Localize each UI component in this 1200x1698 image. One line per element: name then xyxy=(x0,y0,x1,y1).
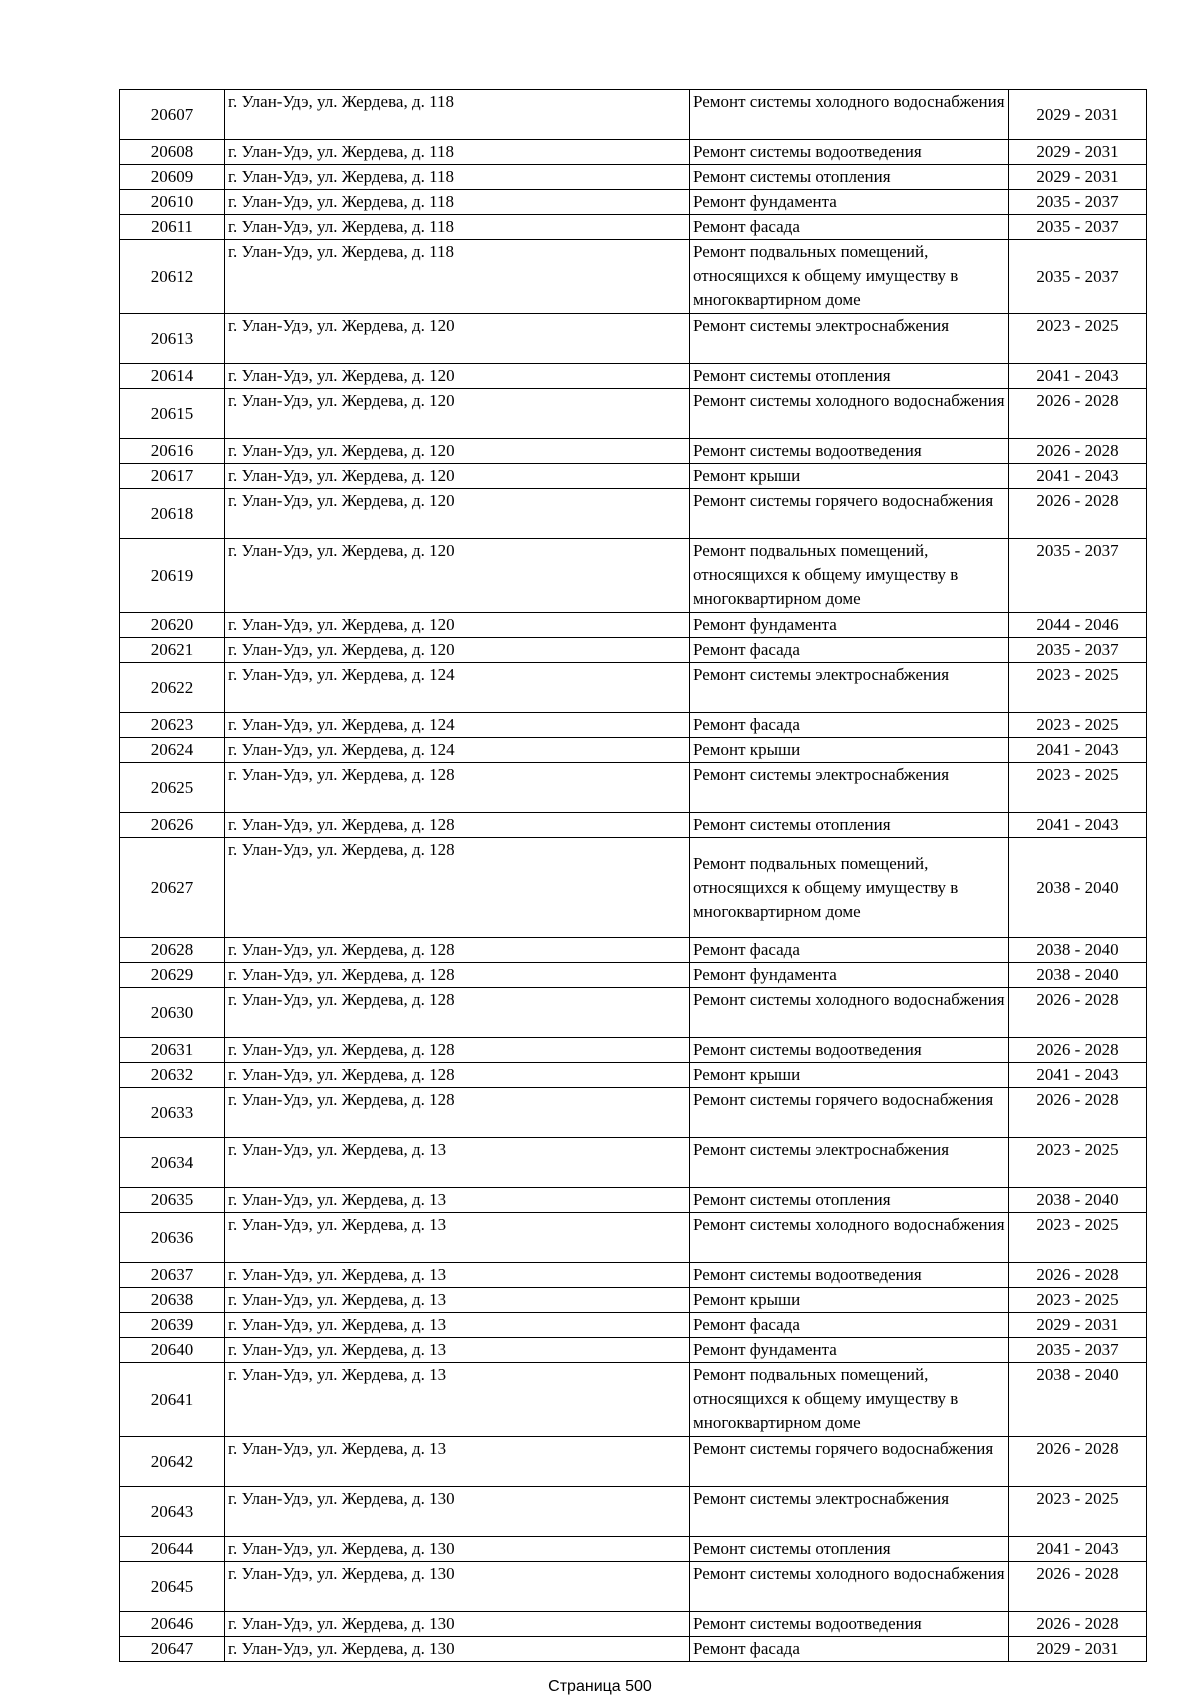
row-number: 20635 xyxy=(120,1188,225,1213)
row-address: г. Улан-Удэ, ул. Жердева, д. 124 xyxy=(225,663,690,713)
row-number: 20607 xyxy=(120,90,225,140)
row-number: 20647 xyxy=(120,1637,225,1662)
row-number: 20609 xyxy=(120,165,225,190)
row-period: 2044 - 2046 xyxy=(1009,613,1147,638)
row-address: г. Улан-Удэ, ул. Жердева, д. 120 xyxy=(225,613,690,638)
table-row xyxy=(120,489,1147,539)
row-number: 20624 xyxy=(120,738,225,763)
row-number: 20644 xyxy=(120,1537,225,1562)
row-number: 20612 xyxy=(120,240,225,314)
row-work-type: Ремонт фундамента xyxy=(690,1338,1009,1363)
row-work-type: Ремонт фасада xyxy=(690,1313,1009,1338)
row-work-type: Ремонт системы электроснабжения xyxy=(690,663,1009,713)
row-period: 2023 - 2025 xyxy=(1009,763,1147,813)
row-address: г. Улан-Удэ, ул. Жердева, д. 13 xyxy=(225,1188,690,1213)
row-work-type: Ремонт фундамента xyxy=(690,190,1009,215)
row-work-type: Ремонт фасада xyxy=(690,638,1009,663)
row-period: 2035 - 2037 xyxy=(1009,638,1147,663)
table-row xyxy=(120,364,1147,389)
row-number: 20636 xyxy=(120,1213,225,1263)
row-number: 20642 xyxy=(120,1437,225,1487)
row-address: г. Улан-Удэ, ул. Жердева, д. 128 xyxy=(225,813,690,838)
row-period: 2026 - 2028 xyxy=(1009,988,1147,1038)
row-work-type: Ремонт фасада xyxy=(690,1637,1009,1662)
row-address: г. Улан-Удэ, ул. Жердева, д. 128 xyxy=(225,1088,690,1138)
table-row xyxy=(120,1188,1147,1213)
row-address: г. Улан-Удэ, ул. Жердева, д. 120 xyxy=(225,464,690,489)
row-number: 20634 xyxy=(120,1138,225,1188)
row-work-type: Ремонт фундамента xyxy=(690,963,1009,988)
row-address: г. Улан-Удэ, ул. Жердева, д. 120 xyxy=(225,489,690,539)
row-period: 2026 - 2028 xyxy=(1009,1562,1147,1612)
table-row xyxy=(120,1288,1147,1313)
table-row xyxy=(120,1537,1147,1562)
row-address: г. Улан-Удэ, ул. Жердева, д. 128 xyxy=(225,988,690,1038)
row-period: 2041 - 2043 xyxy=(1009,738,1147,763)
table-row xyxy=(120,439,1147,464)
table-row xyxy=(120,1338,1147,1363)
row-address: г. Улан-Удэ, ул. Жердева, д. 13 xyxy=(225,1213,690,1263)
row-address: г. Улан-Удэ, ул. Жердева, д. 128 xyxy=(225,1063,690,1088)
table-row xyxy=(120,539,1147,613)
row-number: 20616 xyxy=(120,439,225,464)
table-row xyxy=(120,638,1147,663)
row-work-type: Ремонт системы холодного водоснабжения xyxy=(690,1213,1009,1263)
table-row xyxy=(120,1263,1147,1288)
table-row xyxy=(120,988,1147,1038)
row-period: 2026 - 2028 xyxy=(1009,1088,1147,1138)
row-number: 20622 xyxy=(120,663,225,713)
repair-schedule-table xyxy=(119,89,1147,1662)
row-work-type: Ремонт фасада xyxy=(690,713,1009,738)
row-address: г. Улан-Удэ, ул. Жердева, д. 128 xyxy=(225,838,690,938)
table-row xyxy=(120,190,1147,215)
table-row xyxy=(120,215,1147,240)
row-address: г. Улан-Удэ, ул. Жердева, д. 130 xyxy=(225,1637,690,1662)
row-period: 2041 - 2043 xyxy=(1009,1537,1147,1562)
row-number: 20639 xyxy=(120,1313,225,1338)
row-work-type: Ремонт системы электроснабжения xyxy=(690,314,1009,364)
row-work-type: Ремонт системы холодного водоснабжения xyxy=(690,1562,1009,1612)
row-period: 2029 - 2031 xyxy=(1009,1637,1147,1662)
row-work-type: Ремонт системы отопления xyxy=(690,165,1009,190)
row-number: 20633 xyxy=(120,1088,225,1138)
row-period: 2041 - 2043 xyxy=(1009,1063,1147,1088)
row-address: г. Улан-Удэ, ул. Жердева, д. 128 xyxy=(225,763,690,813)
row-period: 2038 - 2040 xyxy=(1009,938,1147,963)
row-number: 20630 xyxy=(120,988,225,1038)
row-period: 2035 - 2037 xyxy=(1009,1338,1147,1363)
row-address: г. Улан-Удэ, ул. Жердева, д. 130 xyxy=(225,1537,690,1562)
row-address: г. Улан-Удэ, ул. Жердева, д. 124 xyxy=(225,713,690,738)
row-work-type: Ремонт подвальных помещений, относящихся к общему имуществу в многоквартирном доме xyxy=(690,838,1009,938)
row-number: 20625 xyxy=(120,763,225,813)
table-row xyxy=(120,713,1147,738)
row-period: 2038 - 2040 xyxy=(1009,1188,1147,1213)
row-number: 20646 xyxy=(120,1612,225,1637)
row-number: 20641 xyxy=(120,1363,225,1437)
table-row xyxy=(120,1437,1147,1487)
row-period: 2026 - 2028 xyxy=(1009,489,1147,539)
row-address: г. Улан-Удэ, ул. Жердева, д. 120 xyxy=(225,314,690,364)
row-number: 20613 xyxy=(120,314,225,364)
table-row xyxy=(120,1138,1147,1188)
row-period: 2038 - 2040 xyxy=(1009,963,1147,988)
row-work-type: Ремонт фасада xyxy=(690,215,1009,240)
table-row xyxy=(120,1213,1147,1263)
table-row xyxy=(120,314,1147,364)
row-period: 2029 - 2031 xyxy=(1009,1313,1147,1338)
row-period: 2023 - 2025 xyxy=(1009,1288,1147,1313)
row-work-type: Ремонт системы электроснабжения xyxy=(690,1487,1009,1537)
row-number: 20615 xyxy=(120,389,225,439)
table-row xyxy=(120,1088,1147,1138)
row-number: 20632 xyxy=(120,1063,225,1088)
row-number: 20619 xyxy=(120,539,225,613)
row-period: 2026 - 2028 xyxy=(1009,389,1147,439)
row-work-type: Ремонт фундамента xyxy=(690,613,1009,638)
row-work-type: Ремонт системы холодного водоснабжения xyxy=(690,90,1009,140)
row-address: г. Улан-Удэ, ул. Жердева, д. 13 xyxy=(225,1437,690,1487)
row-work-type: Ремонт системы отопления xyxy=(690,1537,1009,1562)
table-row xyxy=(120,663,1147,713)
row-number: 20640 xyxy=(120,1338,225,1363)
table-row xyxy=(120,90,1147,140)
row-work-type: Ремонт крыши xyxy=(690,738,1009,763)
table-row xyxy=(120,1038,1147,1063)
table-row xyxy=(120,963,1147,988)
table-row xyxy=(120,738,1147,763)
table-row xyxy=(120,1562,1147,1612)
row-work-type: Ремонт системы отопления xyxy=(690,1188,1009,1213)
row-work-type: Ремонт системы горячего водоснабжения xyxy=(690,489,1009,539)
row-number: 20614 xyxy=(120,364,225,389)
table-row xyxy=(120,938,1147,963)
row-number: 20638 xyxy=(120,1288,225,1313)
row-period: 2026 - 2028 xyxy=(1009,1437,1147,1487)
row-period: 2029 - 2031 xyxy=(1009,90,1147,140)
row-address: г. Улан-Удэ, ул. Жердева, д. 118 xyxy=(225,190,690,215)
row-period: 2023 - 2025 xyxy=(1009,1138,1147,1188)
table-row xyxy=(120,838,1147,938)
row-address: г. Улан-Удэ, ул. Жердева, д. 120 xyxy=(225,439,690,464)
row-address: г. Улан-Удэ, ул. Жердева, д. 118 xyxy=(225,240,690,314)
row-period: 2035 - 2037 xyxy=(1009,190,1147,215)
table-body xyxy=(120,90,1147,1662)
row-work-type: Ремонт системы водоотведения xyxy=(690,1263,1009,1288)
row-work-type: Ремонт крыши xyxy=(690,1063,1009,1088)
row-period: 2041 - 2043 xyxy=(1009,364,1147,389)
row-address: г. Улан-Удэ, ул. Жердева, д. 120 xyxy=(225,539,690,613)
row-address: г. Улан-Удэ, ул. Жердева, д. 13 xyxy=(225,1338,690,1363)
row-number: 20621 xyxy=(120,638,225,663)
row-work-type: Ремонт подвальных помещений, относящихся к общему имуществу в многоквартирном доме xyxy=(690,539,1009,613)
row-work-type: Ремонт фасада xyxy=(690,938,1009,963)
table-row xyxy=(120,240,1147,314)
row-number: 20637 xyxy=(120,1263,225,1288)
page-footer xyxy=(0,1678,1200,1696)
row-period: 2026 - 2028 xyxy=(1009,1612,1147,1637)
row-address: г. Улан-Удэ, ул. Жердева, д. 118 xyxy=(225,90,690,140)
row-period: 2026 - 2028 xyxy=(1009,1038,1147,1063)
row-number: 20611 xyxy=(120,215,225,240)
row-address: г. Улан-Удэ, ул. Жердева, д. 13 xyxy=(225,1138,690,1188)
row-work-type: Ремонт подвальных помещений, относящихся к общему имуществу в многоквартирном доме xyxy=(690,1363,1009,1437)
row-number: 20629 xyxy=(120,963,225,988)
row-work-type: Ремонт системы электроснабжения xyxy=(690,763,1009,813)
row-address: г. Улан-Удэ, ул. Жердева, д. 124 xyxy=(225,738,690,763)
row-address: г. Улан-Удэ, ул. Жердева, д. 128 xyxy=(225,938,690,963)
page-number: Страница 500 xyxy=(548,1678,652,1695)
row-period: 2035 - 2037 xyxy=(1009,240,1147,314)
row-work-type: Ремонт системы электроснабжения xyxy=(690,1138,1009,1188)
table-row xyxy=(120,140,1147,165)
row-address: г. Улан-Удэ, ул. Жердева, д. 13 xyxy=(225,1313,690,1338)
row-address: г. Улан-Удэ, ул. Жердева, д. 130 xyxy=(225,1612,690,1637)
row-number: 20626 xyxy=(120,813,225,838)
row-period: 2035 - 2037 xyxy=(1009,215,1147,240)
row-work-type: Ремонт системы водоотведения xyxy=(690,1612,1009,1637)
row-work-type: Ремонт системы холодного водоснабжения xyxy=(690,988,1009,1038)
row-period: 2023 - 2025 xyxy=(1009,713,1147,738)
row-work-type: Ремонт крыши xyxy=(690,1288,1009,1313)
row-number: 20628 xyxy=(120,938,225,963)
row-period: 2038 - 2040 xyxy=(1009,838,1147,938)
table-row xyxy=(120,165,1147,190)
row-period: 2029 - 2031 xyxy=(1009,140,1147,165)
table-row xyxy=(120,1063,1147,1088)
row-period: 2041 - 2043 xyxy=(1009,464,1147,489)
row-work-type: Ремонт крыши xyxy=(690,464,1009,489)
row-number: 20620 xyxy=(120,613,225,638)
row-number: 20617 xyxy=(120,464,225,489)
row-address: г. Улан-Удэ, ул. Жердева, д. 130 xyxy=(225,1562,690,1612)
row-number: 20631 xyxy=(120,1038,225,1063)
table-row xyxy=(120,464,1147,489)
row-period: 2038 - 2040 xyxy=(1009,1363,1147,1437)
row-period: 2029 - 2031 xyxy=(1009,165,1147,190)
row-period: 2041 - 2043 xyxy=(1009,813,1147,838)
row-number: 20608 xyxy=(120,140,225,165)
row-address: г. Улан-Удэ, ул. Жердева, д. 118 xyxy=(225,140,690,165)
row-work-type: Ремонт системы горячего водоснабжения xyxy=(690,1088,1009,1138)
row-address: г. Улан-Удэ, ул. Жердева, д. 13 xyxy=(225,1363,690,1437)
row-number: 20623 xyxy=(120,713,225,738)
row-period: 2023 - 2025 xyxy=(1009,1213,1147,1263)
row-number: 20645 xyxy=(120,1562,225,1612)
row-address: г. Улан-Удэ, ул. Жердева, д. 120 xyxy=(225,364,690,389)
row-address: г. Улан-Удэ, ул. Жердева, д. 120 xyxy=(225,389,690,439)
row-period: 2023 - 2025 xyxy=(1009,1487,1147,1537)
table-row xyxy=(120,813,1147,838)
table-row xyxy=(120,1313,1147,1338)
row-work-type: Ремонт системы водоотведения xyxy=(690,1038,1009,1063)
table-row xyxy=(120,1637,1147,1662)
table-row xyxy=(120,1612,1147,1637)
row-address: г. Улан-Удэ, ул. Жердева, д. 128 xyxy=(225,963,690,988)
row-address: г. Улан-Удэ, ул. Жердева, д. 13 xyxy=(225,1263,690,1288)
table-row xyxy=(120,1487,1147,1537)
row-work-type: Ремонт системы отопления xyxy=(690,364,1009,389)
row-address: г. Улан-Удэ, ул. Жердева, д. 118 xyxy=(225,165,690,190)
table-row xyxy=(120,613,1147,638)
row-work-type: Ремонт системы отопления xyxy=(690,813,1009,838)
row-number: 20618 xyxy=(120,489,225,539)
row-period: 2023 - 2025 xyxy=(1009,314,1147,364)
row-work-type: Ремонт системы горячего водоснабжения xyxy=(690,1437,1009,1487)
table-row xyxy=(120,1363,1147,1437)
row-number: 20610 xyxy=(120,190,225,215)
row-period: 2035 - 2037 xyxy=(1009,539,1147,613)
row-work-type: Ремонт системы холодного водоснабжения xyxy=(690,389,1009,439)
row-address: г. Улан-Удэ, ул. Жердева, д. 13 xyxy=(225,1288,690,1313)
row-work-type: Ремонт подвальных помещений, относящихся к общему имуществу в многоквартирном доме xyxy=(690,240,1009,314)
row-address: г. Улан-Удэ, ул. Жердева, д. 128 xyxy=(225,1038,690,1063)
row-number: 20643 xyxy=(120,1487,225,1537)
row-work-type: Ремонт системы водоотведения xyxy=(690,439,1009,464)
row-period: 2026 - 2028 xyxy=(1009,1263,1147,1288)
table-row xyxy=(120,389,1147,439)
row-address: г. Улан-Удэ, ул. Жердева, д. 120 xyxy=(225,638,690,663)
row-period: 2023 - 2025 xyxy=(1009,663,1147,713)
row-number: 20627 xyxy=(120,838,225,938)
row-work-type: Ремонт системы водоотведения xyxy=(690,140,1009,165)
row-period: 2026 - 2028 xyxy=(1009,439,1147,464)
table-row xyxy=(120,763,1147,813)
row-address: г. Улан-Удэ, ул. Жердева, д. 118 xyxy=(225,215,690,240)
row-address: г. Улан-Удэ, ул. Жердева, д. 130 xyxy=(225,1487,690,1537)
